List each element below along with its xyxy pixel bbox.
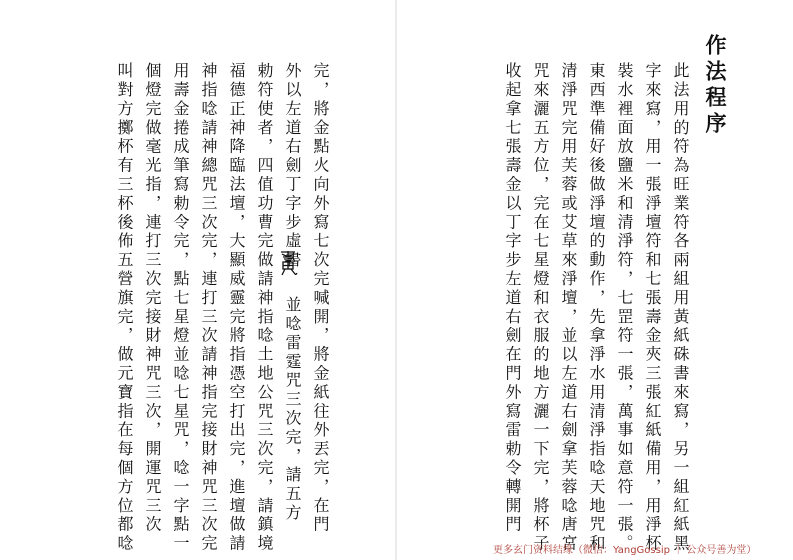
text-column: 此法用的符為旺業符各兩組用黃紙硃書來寫，另一組紅紙黑 xyxy=(671,62,690,554)
talisman-glyph-icon xyxy=(278,250,298,276)
text-column: 個燈完做毫光指，連打三次完接財神咒三次，開運咒三次 xyxy=(143,62,162,535)
text-column: 用壽金捲成筆寫勅令完，點七星燈並唸七星咒，唸一字點一 xyxy=(171,62,190,554)
text-column: 字來寫，用一張淨壇符和七張壽金夾三張紅紙備用，用淨杯 xyxy=(643,62,662,554)
text-column-continued: 並唸雷霆咒三次完，請五方 xyxy=(283,296,302,523)
text-column: 叫對方擲杯有三杯後佈五營旗完，做元寶指在每個方位都唸 xyxy=(115,62,134,554)
text-column: 外以左道右劍丁字步虛書 xyxy=(283,62,302,270)
text-column: 福德正神降臨法壇，大顯威靈完將指憑空打出完，進壇做請 xyxy=(227,62,246,554)
text-column: 勅符使者，四值功曹完做請神指唸土地公咒三次完，請鎮境 xyxy=(255,62,274,554)
section-heading: 作法程序 xyxy=(703,34,728,138)
text-column: 清淨咒完用芙蓉或艾草來淨壇，並以左道右劍拿芙蓉唸唐宮 xyxy=(559,62,578,554)
text-column: 咒來灑五方位，完在七星燈和衣服的地方灑一下完，將杯子 xyxy=(531,62,550,554)
text-column: 東西準備好後做淨壇的動作，先拿淨水用清淨指唸天地咒和 xyxy=(587,62,606,554)
text-column: 收起拿七張壽金以丁字步左道右劍在門外寫雷勅令轉開門 xyxy=(503,62,522,535)
page-gutter xyxy=(395,0,397,560)
text-column: 裝水裡面放鹽米和清淨符，七罡符一張，萬事如意符一張。 xyxy=(615,62,634,554)
footer-watermark: 更多玄门资料结缘（微信：YangGossip ｜ 公众号善为堂） xyxy=(493,545,757,556)
text-column: 完，將金點火向外寫七次完喊開，將金紙往外丟完，在門 xyxy=(311,62,330,535)
text-column: 神指唸請神總咒三次完，連打三次請神指完接財神咒三次完 xyxy=(199,62,218,554)
